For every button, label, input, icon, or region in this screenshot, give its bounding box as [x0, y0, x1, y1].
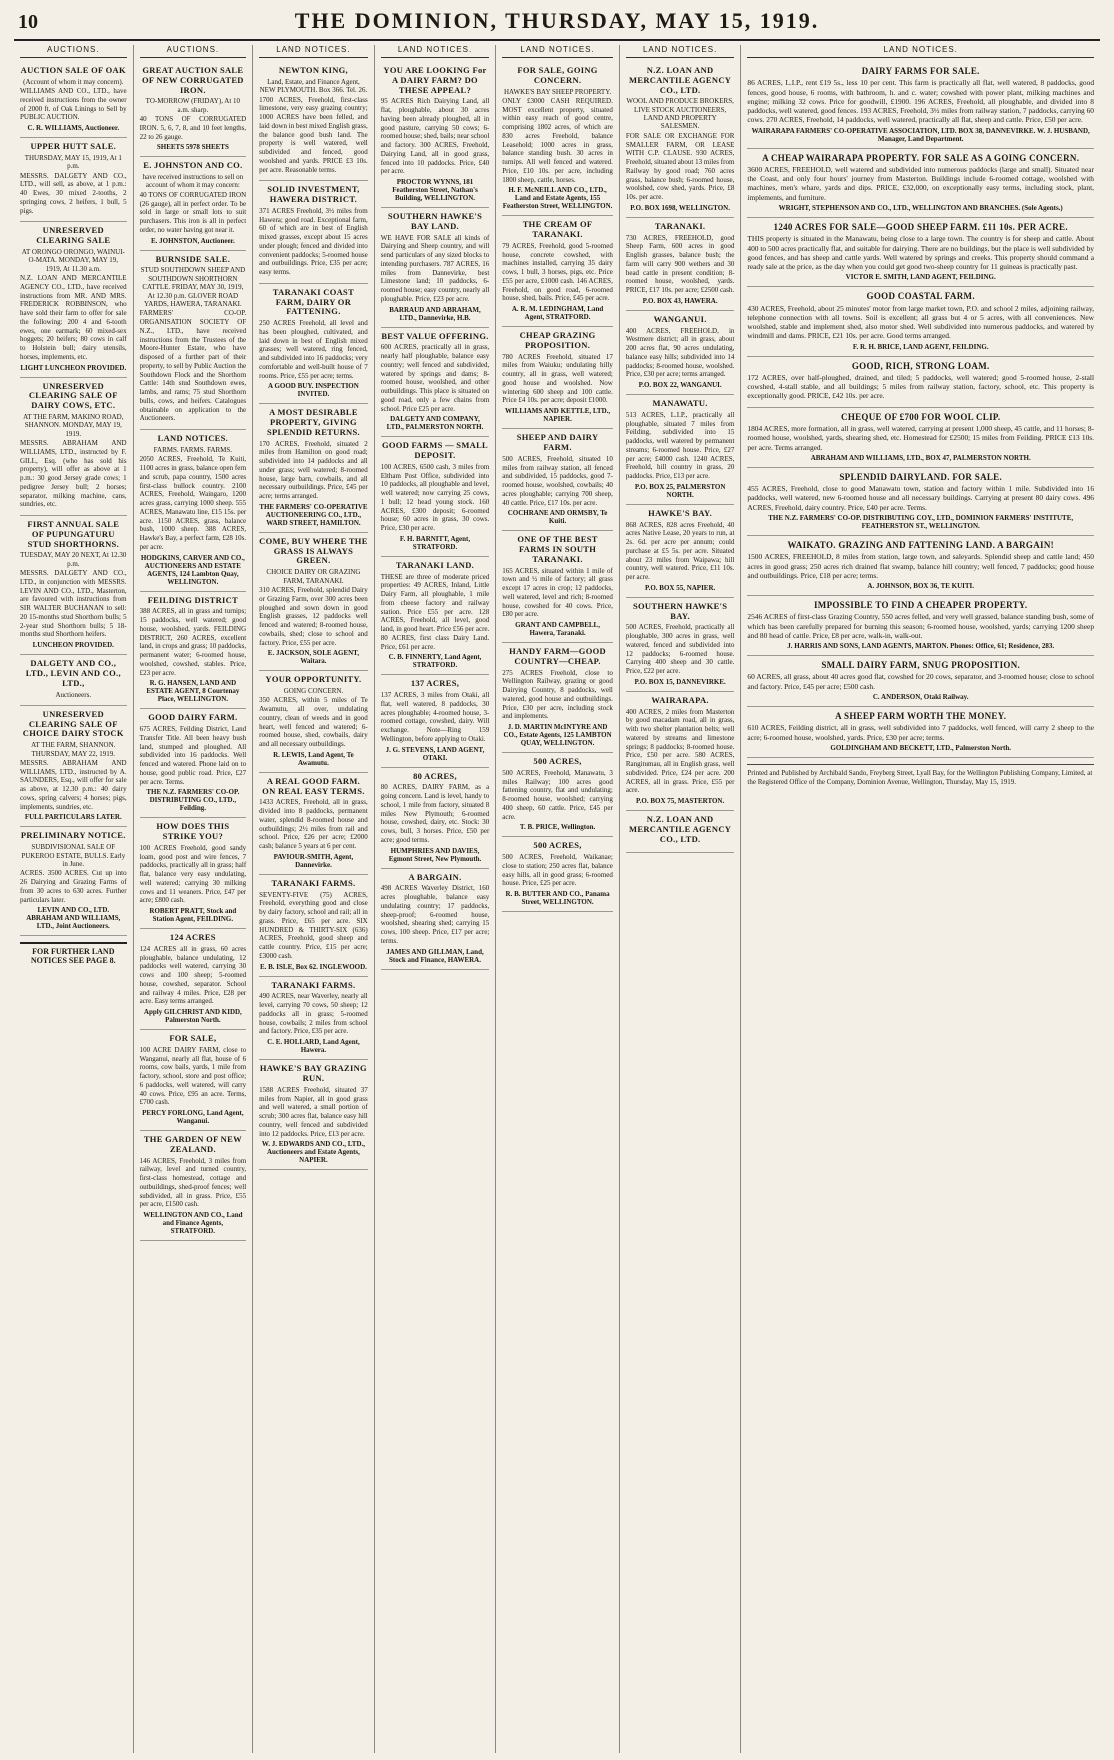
advertisement	[747, 656, 1094, 707]
ad-title: 80 ACRES,	[413, 770, 457, 781]
advertisement	[626, 218, 735, 311]
advertisement	[20, 222, 127, 377]
advertisement	[140, 62, 247, 157]
ad-title: N.Z. LOAN AND MERCANTILE AGENCY CO., LTD.	[629, 65, 732, 95]
advertisement	[626, 692, 735, 811]
ad-signature: THE N.Z. FARMERS' CO-OP. DISTRIBUTING COY., LTD., DOMINION FARMERS' INSTITUTE, FEATHERSTON ST., WELLINGTON.	[768, 513, 1074, 530]
ad-body: 250 ACRES Freehold, all level and has been ploughed, cultivated, and laid down in best of English mixed grasses; well watered, ring fenced, and subdivided into 16 paddocks; very comfortable and well-built house of 7 rooms. Price, £55 per acre; terms.	[259, 319, 368, 380]
ad-body: 80 ACRES, DAIRY FARM, as a going concern. Land is level, handy to school, 1 mile from factory, situated 8 miles New Plymouth; 6-roomed house, cowshed, dairy, etc. Stock: 30 cows, bull, 3 horses. Price, £50 per acre; good terms.	[380, 783, 490, 844]
ad-title: COME, BUY WHERE THE GRASS IS ALWAYS GREEN.	[259, 535, 368, 566]
ad-body: 350 ACRES, within 5 miles of Te Awamutu, all over, undulating country, clean of weeds and in good heart, well fenced and watered; 6-roomed house, shed, cowbails, dairy and all necessary outbuildings.	[259, 696, 368, 749]
ad-signature: P.O. BOX 55, NAPIER.	[644, 583, 716, 592]
ad-title: WANGANUI.	[653, 313, 707, 324]
ad-title: TARANAKI FARMS.	[271, 877, 356, 888]
ad-subtitle: have received instructions to sell on account of whom it may concern:	[142, 173, 244, 190]
ad-body: 100 ACRE DAIRY FARM, close to Wanganui, nearly all flat, house of 6 rooms, cow bails, yards, 1 mile from factory, school, store and post office; 6 paddocks, well watered, will carry 40 cows. Price, £95 an acre. Terms, £700 cash.	[139, 1045, 247, 1107]
advertisement	[140, 709, 247, 818]
advertisement	[259, 404, 368, 533]
ad-subtitle: THURSDAY, MAY 15, 1919, At 1 p.m.	[24, 153, 122, 171]
ad-body: 490 ACRES, near Waverley, nearly all level, carrying 70 cows, 50 sheep; 12 paddocks all in grass; 5-roomed house, cowbails; 2 miles from school and factory. Price, £35 per acre.	[259, 992, 368, 1036]
advertisement	[259, 773, 368, 875]
advertisement	[20, 138, 127, 222]
ad-title: DALGETY AND CO., LTD., LEVIN AND CO., LTD.,	[25, 658, 121, 688]
ad-signature: P.O. BOX 43, HAWERA.	[642, 296, 718, 305]
ad-title: A BARGAIN.	[408, 871, 462, 882]
ad-signature: PAVIOUR-SMITH, Agent, Dannevirke.	[273, 852, 354, 869]
ad-signature: DALGETY AND COMPANY, LTD., PALMERSTON NORTH.	[386, 415, 484, 432]
ad-signature: THE N.Z. FARMERS' CO-OP. DISTRIBUTING CO., LTD., Feilding.	[146, 788, 240, 813]
ad-body: 780 ACRES Freehold, situated 17 miles from Waiuku; undulating hilly country, all in grass, well watered; good house and woolshed. Now wintering 600 sheep and 100 cattle. Price £4 10s. per acre; deposit £1000.	[502, 352, 613, 405]
column-2	[134, 45, 254, 1753]
advertisement	[502, 837, 613, 912]
ad-signature: R. B. BUTTER AND CO., Panama Street, WELLINGTON.	[505, 890, 610, 907]
advertisement	[140, 1030, 247, 1131]
ad-title: HAWKE'S BAY GRAZING RUN.	[259, 1063, 367, 1083]
advertisement	[259, 875, 368, 977]
ad-signature: ROBERT PRATT, Stock and Station Agent, FEILDING.	[149, 907, 237, 924]
ad-body: 165 ACRES, situated within 1 mile of town and ½ mile of factory; all grass except 17 acres in crop; 12 paddocks, well watered, level and rich; 8-roomed house, cowshed for 40 cows. Price, £80 per acre.	[502, 566, 613, 619]
advertisement	[381, 675, 490, 767]
ad-body: 146 ACRES, Freehold, 3 miles from railway, level and turned country, first-class homestead, cottage and outbuildings, shed-proof fences; well subdivided, all in grass. Price, £55 per acre, £1500 cash.	[139, 1156, 247, 1209]
advertisement	[140, 430, 247, 591]
advertisement	[140, 251, 247, 430]
ad-body: 675 ACRES, Feilding District, Land Transfer Title. All been heavy bush land, stumped and ploughed. All subdivided into 16 paddocks. Well fenced and watered. Phone laid on to house, good public road. Price, £27 per acre. Terms.	[139, 725, 247, 786]
advertisement	[626, 811, 735, 852]
ad-subtitle: TO-MORROW (FRIDAY), At 10 a.m. sharp.	[145, 97, 241, 114]
ad-title: HANDY FARM—GOOD COUNTRY—CHEAP.	[509, 646, 606, 666]
ad-body: 2546 ACRES of first-class Grazing Country, 550 acres felled, and very well grassed, balance standing bush, some of which has been carefully prepared for burning this season; 6-roomed house, woolshed, yards; carrying 1200 sheep and 80 head of cattle. Price, £8 per acre, walk-in, walk-out.	[747, 612, 1095, 640]
ad-signature: C. E. HOLLARD, Land Agent, Hawera.	[267, 1038, 360, 1055]
ad-title: 500 ACRES,	[533, 756, 582, 767]
ad-body: 500 ACRES, Freehold, Manawatu, 3 miles Railway; 100 acres good fattening country, flat and undulating; 8-roomed house, woolshed; carrying 400 sheep, 60 cattle. Price, £45 per acre.	[502, 768, 613, 821]
column-head: LAND NOTICES.	[502, 45, 613, 58]
ad-subtitle: FARMS. FARMS. FARMS.	[153, 445, 233, 454]
ad-subtitle: HAWKE'S BAY SHEEP PROPERTY.	[504, 87, 612, 96]
ad-subtitle: TUESDAY, MAY 20 NEXT, At 12.30 p.m.	[20, 551, 127, 568]
advertisement	[381, 768, 490, 869]
imprint: Printed and Published by Archibald Sando, Freyberg Street, Lyall Bay, for the Wellington Publishing Company, Limited, at the Registered Office of the Company, Dominion Avenue, Wellington, Thursday, May 15, 1919.	[747, 764, 1094, 787]
ad-signature: E. B. ISLE, Box 62. INGLEWOOD.	[259, 962, 367, 971]
ad-signature: A. JOHNSON, BOX 36, TE KUITI.	[867, 582, 975, 590]
ad-signature: WILLIAMS AND KETTLE, LTD., NAPIER.	[504, 407, 611, 424]
ad-signature: R. G. HANSEN, LAND AND ESTATE AGENT, 8 Courtenay Place, WELLINGTON.	[146, 679, 240, 704]
ad-signature: J. HARRIS AND SONS, LAND AGENTS, MARTON. Phones: Office, 61; Residence, 283.	[787, 642, 1055, 651]
ad-signature: WELLINGTON AND CO., Land and Finance Agents, STRATFORD.	[143, 1211, 243, 1236]
ad-body: 1804 ACRES, more formation, all in grass, well watered, carrying at present 1,000 sheep, 45 cattle, and 11 horses; 8-roomed house, woolshed, yards, shearing shed, etc. Homestead for £2500; 15 miles from Feilding. PRICE £13 10s. per acre. Terms arranged.	[747, 424, 1095, 452]
advertisement	[381, 557, 490, 676]
ad-signature: PROCTOR WYNNS, 181 Featherston Street, Nathan's Building, WELLINGTON.	[392, 178, 478, 203]
advertisement	[140, 1131, 247, 1241]
ad-signature: HUMPHRIES AND DAVIES, Egmont Street, New Plymouth.	[388, 846, 482, 863]
ad-body: SEVENTY-FIVE (75) ACRES, Freehold, everything good and close by dairy factory, school and rail; all in grass. Price, £65 per acre. SIX HUNDRED & THIRTY-SIX (636) ACRES, Freehold, good sheep and cattle country. Price, £15 per acre; £3000 cash.	[259, 890, 368, 960]
advertisement	[502, 643, 613, 753]
ad-title: TARANAKI COAST FARM, DAIRY OR FATTENING.	[272, 286, 355, 317]
ad-title: SOUTHERN HAWKE'S BAY LAND.	[387, 211, 483, 231]
ad-body: 95 ACRES Rich Dairying Land, all flat, ploughable, about 30 acres having been already ploughed, all in good pasture, carrying 50 cows; 6-roomed house; shed, bails; near school and factory. 300 ACRES, Freehold, Dairying Land, all in good grass, fenced into 10 paddocks. Price, £40 per acre.	[380, 97, 490, 176]
advertisement	[20, 706, 127, 828]
ad-title: GOOD DAIRY FARM.	[148, 712, 238, 723]
ad-signature: WAIRARAPA FARMERS' CO-OPERATIVE ASSOCIATION, LTD. BOX 38, DANNEVIRKE. W. J. HUSBAND, Manager, Land Department.	[751, 126, 1090, 143]
advertisement	[626, 62, 735, 218]
ad-title: A MOST DESIRABLE PROPERTY, GIVING SPLENDID RETURNS.	[266, 407, 360, 437]
advertisement	[626, 395, 735, 505]
ad-title: YOU ARE LOOKING For A DAIRY FARM? DO THESE APPEAL?	[383, 65, 487, 95]
ad-signature: LIGHT LUNCHEON PROVIDED.	[20, 363, 127, 372]
ad-signature: W. J. EDWARDS AND CO., LTD., Auctioneers and Estate Agents, NAPIER.	[261, 1140, 366, 1165]
advertisement	[502, 753, 613, 837]
ad-title: SOUTHERN HAWKE'S BAY.	[632, 600, 728, 621]
ad-subtitle: Land, Estate, and Finance Agent, NEW PLYMOUTH. Box 366. Tel. 26.	[259, 77, 368, 95]
column-6	[620, 45, 742, 1753]
ad-signature: PERCY FORLONG, Land Agent, Wanganui.	[142, 1109, 244, 1126]
advertisement	[259, 671, 368, 773]
ad-body: 868 ACRES, 828 acres Freehold, 40 acres Native Lease, 20 years to run, at 2s. 6d. per acre per annum; could purchase at £5 5s. per acre. Situated about 23 miles from Waipawa; hill country, well watered. Price, £11 10s. per acre.	[625, 520, 735, 582]
ad-body: 1433 ACRES, Freehold, all in grass, divided into 8 paddocks, permanent water, splendid 8-roomed house and outbuildings; 2½ miles from rail and school. Price, £26 per acre; £2000 cash; balance 5 years at 6 per cent.	[259, 798, 368, 851]
ad-subtitle: STUD SOUTHDOWN SHEEP AND SOUTHDOWN SHORTHORN CATTLE. FRIDAY, MAY 30, 1919, At 12.30 p.m. GLOVER ROAD YARDS, HAWERA, TARANAKI.	[140, 266, 246, 308]
ad-body: 400 ACRES, FREEHOLD, in Westmere district; all in grass, about 200 acres flat, 90 acres undulating, balance easy hills; subdivided into 14 paddocks; 8-roomed house, woolshed. Price, £30 per acre; terms arranged.	[625, 326, 735, 379]
advertisement	[20, 516, 127, 655]
advertisement	[259, 533, 368, 671]
ad-body: N.Z. LOAN AND MERCANTILE AGENCY CO., LTD., have received instructions from MR. AND MRS. FREDERICK ROBBINSON, who have sold their farm to offer for sale the following: 200 4 and 6-tooth ewes, one earmark; 60 mixed-sex hoggets; 20 heifers; 80 cows in calf to Holstein bull; dairy utensils, horses, implements, etc.	[20, 274, 127, 361]
column-head: LAND NOTICES.	[626, 45, 735, 58]
ad-body: 100 ACRES, 6500 cash, 3 miles from Eltham Post Office, subdivided into 10 paddocks, all ploughable and level, well watered; now carrying 25 cows, 1 bull; 12 head young stock. 160 ACRES, £300 deposit; 6-roomed house; 60 acres in grass, 30 cows. Price, £30 per acre.	[380, 462, 490, 533]
ad-title: FOR SALE, GOING CONCERN.	[517, 65, 598, 85]
ad-title: 1240 ACRES FOR SALE—GOOD SHEEP FARM. £11 10s. PER ACRE.	[773, 221, 1068, 232]
ad-signature: A. R. M. LEDINGHAM, Land Agent, STRATFORD.	[511, 305, 604, 322]
column-3	[253, 45, 375, 1753]
ad-title: A REAL GOOD FARM. ON REAL EASY TERMS.	[262, 775, 365, 796]
advertisement	[259, 977, 368, 1061]
ad-subtitle: SUBDIVISIONAL SALE OF PUKEROO ESTATE, BULLS. Early in June.	[21, 843, 126, 869]
ad-title: LAND NOTICES.	[157, 433, 229, 444]
ad-body: 500 ACRES, Freehold, situated 10 miles from railway station, all fenced and subdivided, 15 paddocks, good 7-roomed house, woolshed, cowbails; 40 acres ploughable; carrying 700 sheep, 40 cattle. Price, £17 10s. per acre.	[502, 454, 613, 507]
advertisement	[259, 284, 368, 405]
ad-title: WAIKATO. GRAZING AND FATTENING LAND. A BARGAIN!	[787, 539, 1054, 550]
ad-signature: FULL PARTICULARS LATER.	[24, 813, 122, 822]
ad-signature: P.O. BOX 25, PALMERSTON NORTH.	[634, 482, 726, 499]
ad-body: ONLY £3000 CASH REQUIRED. MOST excellent property, situated within easy reach of good centre, comprising 1802 acres, of which are 830 acres Freehold, balance Leasehold; 1000 acres in grass, balance standing bush. 30 acres in turnips. All well fenced and watered. Price, £10 10s. per acre, including 1800 sheep, cattle, horses.	[502, 96, 613, 184]
ad-subtitle: CHOICE DAIRY OR GRAZING FARM, TARANAKI.	[266, 568, 361, 585]
ad-title: TARANAKI.	[654, 220, 706, 231]
ad-body: 500 ACRES, Freehold, practically all ploughable, 300 acres in grass, well watered, fenced and subdivided into 12 paddocks; 6-roomed house. Carrying 400 sheep and 30 cattle. Price, £22 per acre.	[625, 623, 735, 676]
ad-body: 60 ACRES, all grass, about 40 acres good flat, cowshed for 20 cows, separator, and 3-roomed house; close to school and factory. Price, £45 per acre; £500 cash.	[747, 672, 1095, 691]
advertisement	[381, 62, 490, 208]
ad-body: MESSRS. DALGETY AND CO., LTD., in conjunction with MESSRS. LEVIN AND CO., LTD., Masterton, are favoured with instructions from SIR WALTER BUCHANAN to sell: 20 15-months stud Shorthorn bulls; 5 2-year stud Shorthorn bulls; 5 18-months stud Shorthorn heifers.	[20, 569, 127, 639]
ad-signature: C. ANDERSON, Otaki Railway.	[872, 692, 969, 701]
ad-title: GOOD, RICH, STRONG LOAM.	[851, 360, 990, 371]
ad-body: 388 ACRES, all in grass and turnips; 15 paddocks, well watered; good house, woolshed, yards. FEILDING DISTRICT, 260 ACRES, excellent land, in crops and grass; 10 paddocks, permanent water; 6-roomed house, woolshed, cowshed, stables. Price, £23 per acre.	[139, 607, 247, 677]
column-head: AUCTIONS.	[140, 45, 247, 58]
ad-signature: GRANT AND CAMPBELL, Hawera, Taranaki.	[515, 621, 600, 638]
ad-title: A SHEEP FARM WORTH THE MONEY.	[835, 710, 1007, 721]
ad-signature: T. B. PRICE, Wellington.	[519, 823, 596, 832]
ad-signature: P.O. BOX 22, WANGANUI.	[638, 381, 722, 390]
advertisement	[747, 287, 1094, 356]
ad-signature: VICTOR E. SMITH, LAND AGENT, FEILDING.	[845, 273, 996, 282]
ad-title: FEILDING DISTRICT	[147, 594, 239, 605]
advertisement	[259, 62, 368, 181]
ad-body: 500 ACRES, Freehold, Waikanae; close to station; 250 acres flat, balance easy hills, all in good grass; 6-roomed house. Price, £25 per acre.	[502, 853, 613, 888]
ad-signature: SHEETS 5978 SHEETS	[156, 143, 229, 152]
ad-title: CHEQUE OF £700 FOR WOOL CLIP.	[841, 411, 1001, 422]
ad-title: DAIRY FARMS FOR SALE.	[861, 66, 980, 76]
ad-title: UNRESERVED CLEARING SALE OF DAIRY COWS, ETC.	[28, 380, 118, 411]
ad-signature: H. F. McNEILL AND CO., LTD., Land and Estate Agents, 155 Featherston Street, WELLINGTON.	[502, 186, 613, 211]
ad-title: SHEEP AND DAIRY FARM.	[516, 432, 599, 452]
ad-title: UPPER HUTT SALE.	[30, 141, 117, 152]
ad-title: 137 ACRES,	[410, 678, 460, 689]
ad-signature: A GOOD BUY. INSPECTION INVITED.	[268, 382, 359, 399]
ad-title: BEST VALUE OFFERING.	[381, 330, 489, 341]
page-number: 10	[18, 11, 38, 33]
ad-body: 310 ACRES, Freehold, splendid Dairy or Grazing Farm, over 300 acres been ploughed and sown down in good English grasses, 12 paddocks well fenced and watered; 8-roomed house, cowbails, shed; close to school and factory. Price, £55 per acre.	[259, 586, 368, 647]
ad-title: IMPOSSIBLE TO FIND A CHEAPER PROPERTY.	[813, 600, 1028, 610]
ad-signature: J. G. STEVENS, LAND AGENT, OTAKI.	[385, 745, 485, 762]
ad-title: AUCTION SALE OF OAK	[20, 65, 126, 75]
ad-title: HOW DOES THIS STRIKE YOU?	[156, 821, 230, 842]
advertisement	[140, 157, 247, 250]
column-5	[496, 45, 620, 1753]
ad-body: 137 ACRES, 3 miles from Otaki, all flat, well watered, 8 paddocks, 30 acres ploughable; 4-roomed house, 3-roomed cottage, cowshed, dairy. Will exchange. Note—Ring 159 Wellington, before applying to Otaki.	[380, 691, 490, 743]
advertisement	[381, 869, 490, 970]
ad-title: SOLID INVESTMENT, HAWERA DISTRICT.	[267, 184, 360, 205]
ad-body: 79 ACRES, Freehold, good 5-roomed house, concrete cowshed, with machines installed, carrying 35 dairy cows, 1 bull, 3 horses, pigs, etc. Price £55 per acre, £1000 cash. 146 ACRES, Freehold, on good road, 6-roomed house, shed, bails. Price, £45 per acre.	[502, 241, 613, 303]
ad-body: 3600 ACRES, FREEHOLD, well watered and subdivided into numerous paddocks (large and small). Situated near the Coast, and only four hours' journey from Masterton. Buildings include 6-roomed cottage, woolshed with machines, men's whare, yards and dips. PRICE, £32,000, on exceptionally easy terms, including stock, plant, implements, and furniture.	[747, 164, 1095, 202]
ad-title: SMALL DAIRY FARM, SNUG PROPOSITION.	[821, 660, 1021, 671]
column-1	[14, 45, 134, 1753]
ad-title: THE GARDEN OF NEW ZEALAND.	[143, 1134, 242, 1154]
ad-title: PRELIMINARY NOTICE.	[20, 830, 126, 841]
advertisement	[747, 536, 1094, 596]
ad-body: 1700 ACRES, Freehold, first-class limestone, very easy grazing country; 1000 ACRES have been felled, and laid down in best mixed English grass, the balance good bush land. The property is well watered, well subdivided and fenced, good woolshed and yards. PRICE £3 10s. per acre. Reasonable terms.	[259, 95, 368, 174]
ad-title: BURNSIDE SALE.	[155, 253, 231, 264]
ad-body: 498 ACRES Waverley District, 160 acres ploughable, balance easy undulating country; 17 paddocks, sheep-proof; 6-roomed house, woolshed, shearing shed; carrying 15 cows, 100 sheep. Price, £17 per acre; terms.	[380, 884, 490, 945]
ad-body: WILLIAMS AND CO., LTD., have received instructions from the owner of 2000 ft. of Oak Linings to Sell by PUBLIC AUCTION.	[20, 87, 127, 122]
ad-signature: P.O. BOX 75, MASTERTON.	[636, 797, 725, 806]
ad-body: WE HAVE FOR SALE all kinds of Dairying and Sheep country, and will send particulars of any sized blocks to intending purchasers. 787 ACRES, 16 miles from Dannevirke, best Limestone land; 10 paddocks, 6-roomed house; easy country, nearly all ploughable. Price, £23 per acre.	[380, 233, 490, 303]
ad-body: FARMERS' CO-OP. ORGANISATION SOCIETY OF N.Z., LTD., have received instructions from the Trustees of the Moore-Hunter Estate, who have disposed of a further part of their property, to sell by Public Auction the Southdown Flock and the Shorthorn Cattle: 14th stud Southdown ewes, lambs, and rams; 75 stud Shorthorn bulls, cows, and heifers. Catalogues obtainable on application to the Auctioneers.	[139, 309, 247, 423]
advertisement	[502, 216, 613, 327]
ad-signature: BARRAUD AND ABRAHAM, LTD., Dannevirke, H.B.	[389, 305, 481, 322]
ad-body: 172 ACRES, over half-ploughed, drained, and tiled; 5 paddocks, well watered; good 5-roomed house, 2-stall cowshed, 4-stall stable, and all buildings; 5 miles from railway station, factory, school, etc. This property is exceptionally good. PRICE, £42 10s. per acre.	[747, 372, 1095, 401]
ad-body: 371 ACRES Freehold, 3½ miles from Hawera; good road. Exceptional farm, 60 of which are in best of English mixed grasses, except about 15 acres under plough; fenced and divided into convenient paddocks; 5-roomed house and outbuildings. Price, £35 per acre; easy terms.	[259, 206, 368, 277]
ad-body: 513 ACRES, L.I.P., practically all ploughable, situated 7 miles from Feilding, subdivided into 15 paddocks, well watered by permanent streams; 6-roomed house. Price, £27 per acre; £4000 cash. 1240 ACRES, Freehold, hill country in grass, 20 paddocks. Price, £13 per acre.	[625, 410, 735, 481]
ad-body: 124 ACRES all in grass, 60 acres ploughable, balance undulating, 12 paddocks well watered, carrying 30 cows and 100 sheep; 5-roomed house, cowshed, separator. School and railway 4 miles. Price, £28 per acre. Easy terms arranged.	[139, 944, 247, 1006]
ad-signature: F. H. BARNITT, Agent, STRATFORD.	[399, 534, 471, 551]
ad-title: MANAWATU.	[652, 398, 708, 409]
ad-body: MESSRS. ABRAHAM AND WILLIAMS, LTD., instructed by F. GILL, Esq. (who has sold his property), will offer as above at 1 p.m.: 30 good Jersey grade cows; 1 pedigree Jersey bull; 2 horses; separator, milking machine, cans, sundries, etc.	[20, 439, 127, 509]
ad-signature: WRIGHT, STEPHENSON AND CO., LTD., WELLINGTON AND BRANCHES. (Sole Agents.)	[778, 203, 1063, 212]
ad-signature: E. JOHNSTON, Auctioneer.	[150, 236, 235, 245]
advertisement	[381, 208, 490, 328]
advertisement	[747, 408, 1094, 468]
ad-title: UNRESERVED CLEARING SALE	[36, 225, 111, 246]
ad-title: 500 ACRES,	[533, 840, 582, 851]
ad-body: 610 ACRES, Feilding district, all in grass, well subdivided into 7 paddocks, well fenced, will carry 2 sheep to the acre; 6-roomed house, woolshed, yards. Price, £30 per acre; terms.	[747, 723, 1095, 742]
advertisement	[381, 328, 490, 438]
ad-title: 124 ACRES	[169, 932, 216, 943]
ad-title: TARANAKI LAND.	[395, 559, 475, 570]
ad-title: N.Z. LOAN AND MERCANTILE AGENCY CO., LTD.	[629, 814, 732, 844]
advertisement	[502, 429, 613, 531]
ad-title: CHEAP GRAZING PROPOSITION.	[519, 330, 596, 350]
ad-body: 730 ACRES, FREEHOLD, good Sheep Farm, 600 acres in good English grasses, balance bush; the farm will carry 900 wethers and 30 head cattle in present condition; 8-roomed house, woolshed, yards. PRICE, £17 10s. per acre; £2500 cash.	[625, 233, 735, 295]
ad-body: 170 ACRES, Freehold, situated 2 miles from Hamilton on good road; subdivided into 14 paddocks and all under grass; well watered; 8-roomed house, large barn, cowbails, and all necessary outbuildings. Price, £45 per acre; terms arranged.	[259, 439, 368, 501]
ad-body: 400 ACRES, 2 miles from Masterton by good macadam road, all in grass, with two shelter plantation belts; well watered by streams and limestone springs; 8 paddocks; 8-roomed house. Price, £50 per acre. 580 ACRES, Rangitumau, all in English grass, well subdivided. Price, £24 per acre. 200 ACRES, all in grass. Price, £55 per acre.	[625, 707, 735, 795]
advertisement	[20, 62, 127, 138]
advertisement	[20, 655, 127, 706]
masthead	[14, 8, 1100, 41]
ad-body: 40 TONS OF CORRUGATED IRON. 5, 6, 7, 8, and 10 feet lengths, 22 to 26 gauge.	[139, 115, 247, 141]
ad-subtitle: (Account of whom it may concern).	[23, 77, 124, 86]
ad-title: E. JOHNSTON AND CO.	[143, 160, 243, 171]
ad-signature: THE FARMERS' CO-OPERATIVE AUCTIONEERING CO., LTD., WARD STREET, HAMILTON.	[259, 502, 368, 527]
ad-subtitle: AT THE FARM, MAKINO ROAD, SHANNON. MONDAY, MAY 19, 1919.	[23, 412, 124, 438]
ad-subtitle: AT ORONGO ORONGO, WAINUI-O-MATA. MONDAY, MAY 19, 1919, At 11.30 a.m.	[21, 247, 125, 273]
ad-signature: J. D. MARTIN McINTYRE AND CO., Estate Agents, 125 LAMBTON QUAY, WELLINGTON.	[503, 723, 612, 748]
advertisement	[502, 62, 613, 216]
ad-body: 40 TONS OF CORRUGATED IRON (26 gauge), all in perfect order. To be sold in large or small lots to suit purchasers. This iron is all in perfect order, no water having got near it.	[139, 190, 247, 234]
advertisement	[747, 596, 1094, 656]
advertisement	[747, 62, 1094, 149]
newspaper-title: THE DOMINION, THURSDAY, MAY 15, 1919.	[294, 8, 820, 33]
advertisement	[626, 505, 735, 598]
ad-title: SPLENDID DAIRYLAND. FOR SALE.	[839, 471, 1003, 482]
ad-signature: ABRAHAM AND WILLIAMS, LTD., BOX 47, PALMERSTON NORTH.	[810, 453, 1031, 462]
column-head: LAND NOTICES.	[381, 45, 490, 58]
ad-signature: R. LEWIS, Land Agent, Te Awamutu.	[273, 750, 354, 767]
ad-body: 1500 ACRES, FREEHOLD, 8 miles from station, large town, and saleyards. Splendid sheep and cattle land; 450 acres in good grass; 250 acres rich drained flat swamp, balance hill country; well fenced, 7 paddocks; good house and outbuildings. Price, £18 per acre; terms.	[747, 552, 1095, 580]
ad-body: 1588 ACRES Freehold, situated 37 miles from Napier, all in good grass and well watered, a small portion of scrub; 300 acres flat, balance easy hill country, well fenced and subdivided into 12 paddocks. Price, £13 per acre.	[259, 1085, 368, 1138]
advertisement	[259, 181, 368, 284]
ad-body: FOR SALE OR EXCHANGE FOR SMALLER FARM, OR LEASE WITH C.P. CLAUSE. 930 ACRES, Freehold, situated about 13 miles from Railway by good road; 760 acres grass, balance bush; 6-roomed house, woolshed, cow shed, yards. Price, £8 10s. per acre.	[625, 131, 735, 202]
advertisement	[20, 827, 127, 936]
further-notices-note: FOR FURTHER LAND NOTICES SEE PAGE 8.	[20, 942, 127, 965]
ad-title: NEWTON KING,	[278, 65, 348, 75]
advertisement	[747, 218, 1094, 287]
ad-body: 430 ACRES, Freehold, about 25 minutes' motor from large market town, P.O. and school 2 miles, adjoining railway, telephone connection with all towns. Soil is excellent; all grass but 4 or 5 acres, with all conveniences. New woolshed, stable and implement shed, also motor shed. Well subdivided into numerous paddocks, and watered by windmill and dams. PRICE, £21 10s. per acre. Good terms arranged.	[747, 303, 1095, 341]
column-4	[375, 45, 497, 1753]
ad-signature: E. JACKSON, SOLE AGENT, Waitara.	[267, 649, 360, 666]
column-wide	[741, 45, 1100, 1753]
advertisement	[20, 378, 127, 516]
ad-subtitle: GOING CONCERN.	[283, 687, 344, 696]
ad-signature: HODGKINS, CARVER AND CO., AUCTIONEERS AND ESTATE AGENTS, 124 Lambton Quay, WELLINGTON.	[140, 553, 245, 586]
advertisement	[140, 592, 247, 710]
ad-body: MESSRS. ABRAHAM AND WILLIAMS, LTD., instructed by A. SAUNDERS, Esq., will offer for sale as above, at 12.30 p.m.: 40 dairy cows, spring calvers; 4 horses; pigs, implements, sundries, etc.	[20, 758, 127, 811]
ad-body: 275 ACRES Freehold, close to Wellington Railway, grazing or good Dairying Country, 8 paddocks, well watered, good house and outbuildings. Price, £30 per acre, including stock and implements.	[502, 668, 613, 721]
ad-title: A CHEAP WAIRARAPA PROPERTY. FOR SALE AS A GOING CONCERN.	[762, 152, 1080, 163]
ad-signature: LUNCHEON PROVIDED.	[32, 641, 114, 650]
ad-title: GOOD COASTAL FARM.	[866, 291, 975, 302]
ad-body: 100 ACRES Freehold, good sandy loam, good post and wire fences, 7 paddocks, practically all in grass; half flat, balance very easy undulating, well watered; carrying 30 milking cows and 11 weaners. Price, £47 per acre; £800 cash.	[139, 843, 247, 905]
advertisement	[140, 929, 247, 1030]
column-head: AUCTIONS.	[20, 45, 127, 58]
ad-title: UNRESERVED CLEARING SALE OF CHOICE DAIRY STOCK	[22, 708, 124, 739]
ad-signature: P.O. BOX 15, DANNEVIRKE.	[634, 677, 726, 686]
columns	[14, 45, 1100, 1753]
ad-signature: COCHRANE AND ORMSBY, Te Kuiti.	[507, 509, 608, 526]
advertisement	[747, 468, 1094, 536]
ad-title: FOR SALE,	[169, 1033, 217, 1044]
advertisement	[381, 437, 490, 557]
ad-body: MESSRS. DALGETY AND CO., LTD., will sell, as above, at 1 p.m.: 40 Ewes, 30 mixed 2-tooths, 2 springing cows, 2 heifers, 1 bull, 5 pigs.	[20, 171, 127, 215]
ad-signature: JAMES AND GILLMAN, Land, Stock and Finance, HAWERA.	[386, 947, 484, 964]
ad-body: 455 ACRES, Freehold, close to good Manawatu town, station and factory within 1 mile. Subdivided into 16 paddocks, well watered, new 6-roomed house and all necessary buildings. Carrying at present 80 dairy cows. 496 ACRES, Freehold, dairy country. Price, £40 per acre. Terms.	[747, 484, 1095, 512]
ad-signature: F. R. H. BRICE, LAND AGENT, FEILDING.	[852, 342, 989, 351]
advertisement	[747, 357, 1094, 408]
ad-title: ONE OF THE BEST FARMS IN SOUTH TARANAKI.	[517, 534, 598, 564]
ad-title: WAIRARAPA.	[651, 694, 709, 705]
advertisement	[259, 1060, 368, 1170]
advertisement	[747, 707, 1094, 758]
ad-title: GREAT AUCTION SALE OF NEW CORRUGATED IRON.	[141, 65, 244, 95]
ad-body: THIS property is situated in the Manawatu, being close to a large town. The country is for sheep and cattle. About 400 to 500 acres practically flat, and suitable for dairying. There are no buildings, but the place is well subdivided by good fences, and has sheep and cattle yards. Well watered by springs and creeks. This property should command a ready sale at the price, as the day when you could get good two-sheep country for 11 guineas is practically past.	[747, 234, 1095, 272]
ad-signature: C. B. FINNERTY, Land Agent, STRATFORD.	[388, 653, 482, 670]
ad-subtitle: WOOL AND PRODUCE BROKERS, LIVE STOCK AUCTIONEERS, LAND AND PROPERTY SALESMEN.	[626, 97, 734, 131]
advertisement	[502, 327, 613, 429]
ad-body: 86 ACRES, L.I.P., rent £19 5s., less 10 per cent. This farm is practically all flat, well watered, 8 paddocks, good fences, good house, 6 rooms, with bathroom, h. and c. water; cowshed with power plant, milking machines and engine; milking 32 cows. Price for goodwill, £1900. 196 ACRES, Freehold, all ploughable, and divided into 8 paddocks, well watered, good fences. 193 ACRES, Freehold, 3½ miles from railway station, 7 paddocks, carrying 60 cows. 270 ACRES, Freehold, 14 paddocks, well watered, practically all flat, sheep and cattle. Price, £50 per acre.	[747, 78, 1095, 125]
ad-title: HAWKE'S BAY.	[648, 507, 713, 518]
column-head: LAND NOTICES.	[747, 45, 1094, 58]
ad-title: YOUR OPPORTUNITY.	[265, 674, 362, 685]
ad-body: 600 ACRES, practically all in grass, nearly half ploughable, balance easy country; well fenced and subdivided, watered by springs and dams; 8-roomed house, woolshed, and other outbuildings. This place is situated on good road, only a few chains from school. Price £25 per acre.	[380, 343, 490, 413]
advertisement	[502, 531, 613, 643]
column-head: LAND NOTICES.	[259, 45, 368, 58]
ad-subtitle: AT THE FARM, SHANNON. THURSDAY, MAY 22, 1919.	[31, 741, 116, 758]
ad-body: 2050 ACRES, Freehold, Te Kuiti, 1100 acres in grass, balance open fern and scrub, papa country, 1500 acres first-class bullock country. 2100 ACRES, Freehold, Waingaro, 1200 acres grass, carrying 1000 sheep. 555 ACRES, Manawatu line, £15 15s. per acre. 1150 ACRES, grass, balance bush, 1000 sheep. 388 ACRES, Hawke's Bay, a perfect farm, £28 10s. per acre.	[139, 455, 247, 551]
ad-signature: C. R. WILLIAMS, Auctioneer.	[27, 124, 120, 133]
ad-signature: Apply GILCHRIST AND KIDD, Palmerston North.	[143, 1008, 242, 1025]
ad-title: TARANAKI FARMS.	[271, 979, 356, 990]
advertisement	[626, 311, 735, 395]
advertisement	[626, 598, 735, 692]
advertisement	[140, 818, 247, 929]
ad-signature: GOLDINGHAM AND BECKETT, LTD., Palmerston North.	[830, 743, 1012, 752]
ad-signature: P.O. BOX 1698, WELLINGTON.	[630, 203, 730, 212]
ad-title: FIRST ANNUAL SALE OF PUPUNGATURU STUD SHORTHORNS.	[27, 519, 120, 549]
ad-subtitle: Auctioneers.	[55, 690, 92, 699]
ad-title: THE CREAM OF TARANAKI.	[522, 219, 593, 240]
ad-body: THESE are three of moderate priced properties: 49 ACRES, Inland, Little Dairy Farm, all ploughable, 1 mile from cheese factory and railway station. Price £55 per acre. 128 ACRES, Freehold, all level, good land, in good heart. Price £56 per acre. 80 ACRES, first class Dairy Land. Price, £61 per acre.	[380, 572, 490, 651]
ad-body: ACRES. 3500 ACRES. Cut up into 26 Dairying and Grazing Farms of from 30 acres to 630 acres. Further particulars later.	[20, 869, 127, 904]
advertisement	[747, 149, 1094, 218]
ad-signature: LEVIN AND CO., LTD. ABRAHAM AND WILLIAMS, LTD., Joint Auctioneers.	[26, 906, 121, 931]
ad-title: GOOD FARMS — SMALL DEPOSIT.	[381, 440, 489, 461]
